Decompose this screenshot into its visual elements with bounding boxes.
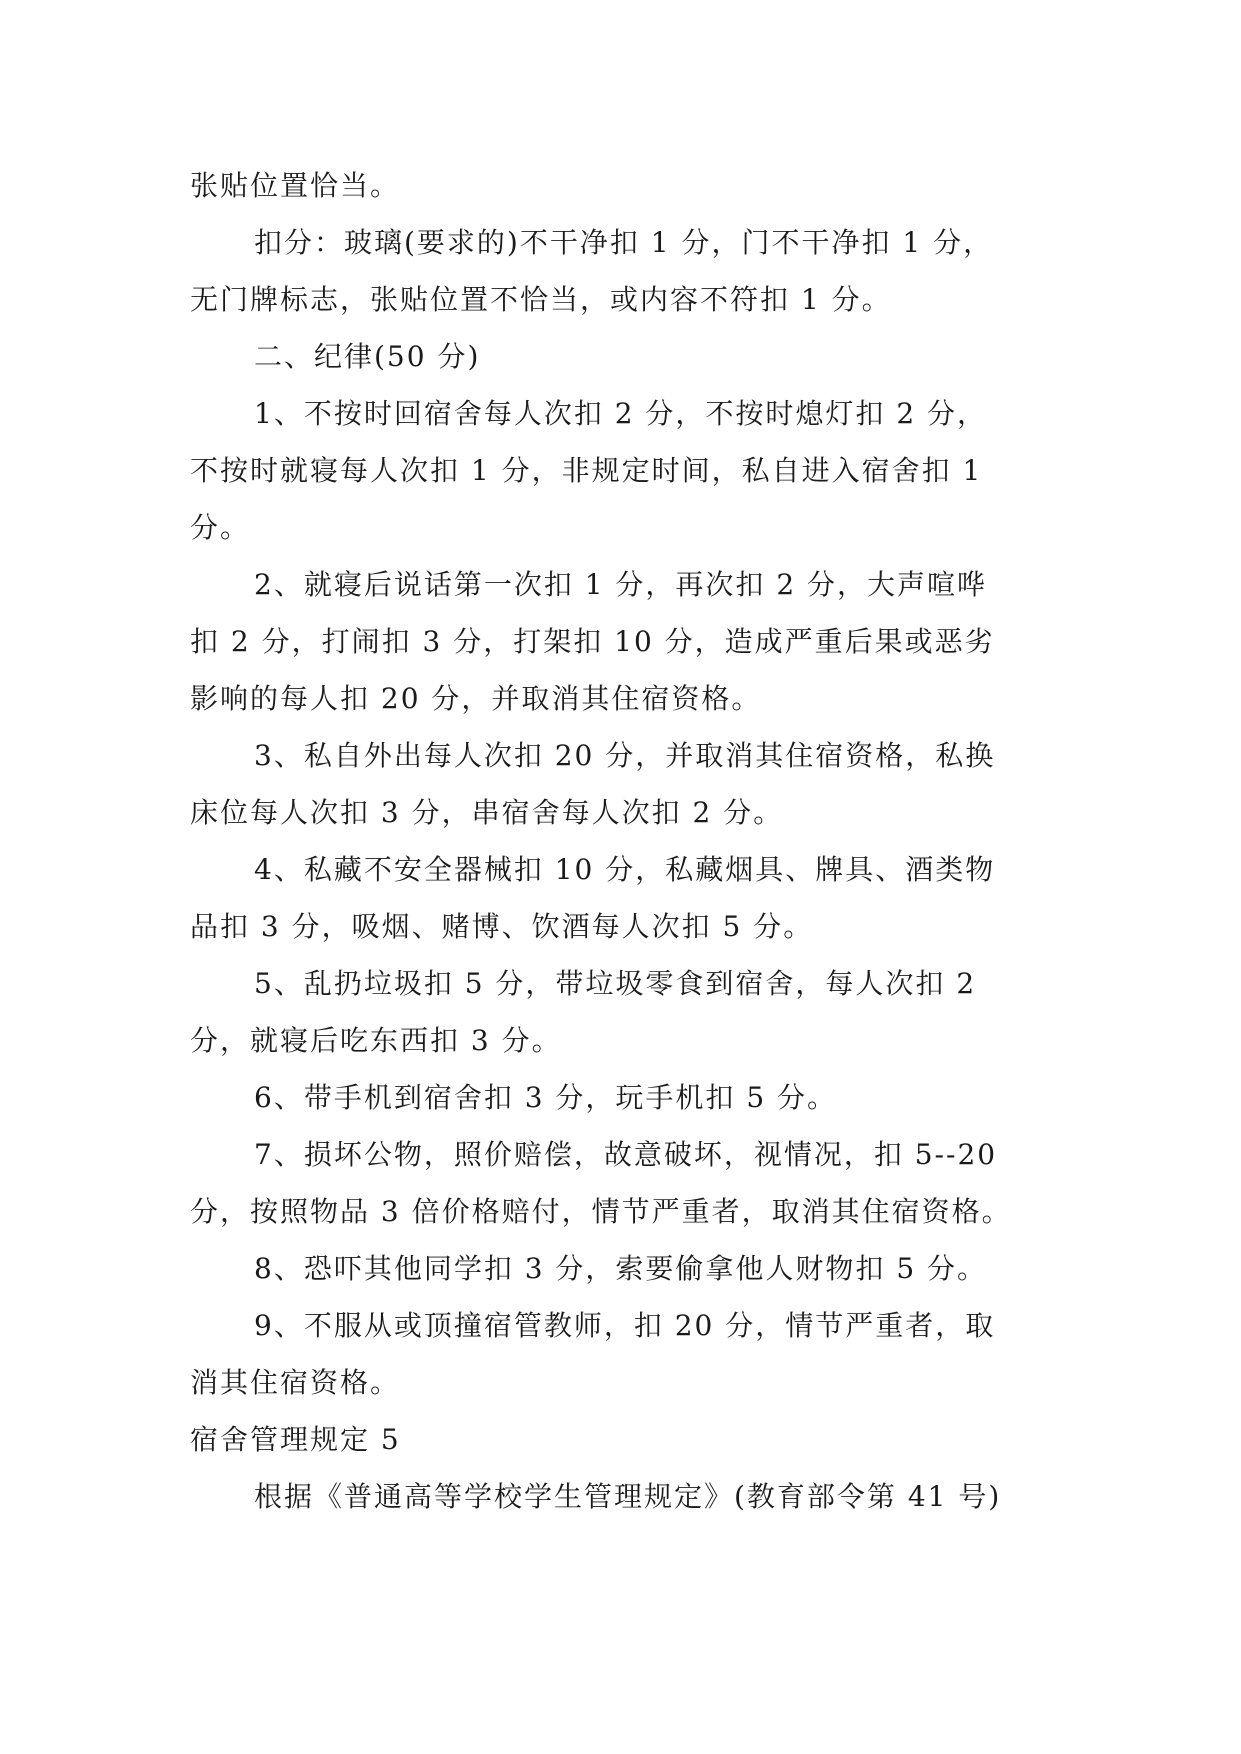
text-line: 不按时就寝每人次扣 1 分，非规定时间，私自进入宿舍扣 1: [190, 454, 983, 487]
text-line: 扣分：玻璃(要求的)不干净扣 1 分，门不干净扣 1 分，: [254, 226, 994, 259]
text-line: 无门牌标志，张贴位置不恰当，或内容不符扣 1 分。: [190, 283, 892, 316]
text-line: 7、损坏公物，照价赔偿，故意破坏，视情况，扣 5--20: [254, 1138, 998, 1171]
text-line: 影响的每人扣 20 分，并取消其住宿资格。: [190, 682, 762, 715]
section-heading: 二、纪律(50 分): [254, 340, 481, 373]
text-line: 张贴位置恰当。: [190, 169, 401, 202]
text-line: 扣 2 分，打闹扣 3 分，打架扣 10 分，造成严重后果或恶劣: [190, 625, 995, 658]
text-line: 床位每人次扣 3 分，串宿舍每人次扣 2 分。: [190, 796, 784, 829]
text-line: 分。: [190, 511, 251, 544]
text-line: 8、恐吓其他同学扣 3 分，索要偷拿他人财物扣 5 分。: [254, 1252, 988, 1285]
text-line: 分，就寝后吃东西扣 3 分。: [190, 1024, 562, 1057]
text-line: 消其住宿资格。: [190, 1366, 401, 1399]
text-line: 2、就寝后说话第一次扣 1 分，再次扣 2 分，大声喧哗: [254, 568, 988, 601]
text-line: 1、不按时回宿舍每人次扣 2 分，不按时熄灯扣 2 分，: [254, 397, 988, 430]
text-line: 4、私藏不安全器械扣 10 分，私藏烟具、牌具、酒类物: [254, 853, 996, 886]
text-line: 6、带手机到宿舍扣 3 分，玩手机扣 5 分。: [254, 1081, 838, 1114]
text-line: 根据《普通高等学校学生管理规定》(教育部令第 41 号): [254, 1480, 1002, 1513]
text-line: 9、不服从或顶撞宿管教师，扣 20 分，情节严重者，取: [254, 1309, 996, 1342]
text-line: 3、私自外出每人次扣 20 分，并取消其住宿资格，私换: [254, 739, 996, 772]
text-line: 5、乱扔垃圾扣 5 分，带垃圾零食到宿舍，每人次扣 2: [254, 967, 977, 1000]
text-line: 品扣 3 分，吸烟、赌博、饮酒每人次扣 5 分。: [190, 910, 814, 943]
text-line: 分，按照物品 3 倍价格赔付，情节严重者，取消其住宿资格。: [190, 1195, 1012, 1228]
section-title: 宿舍管理规定 5: [190, 1423, 401, 1456]
